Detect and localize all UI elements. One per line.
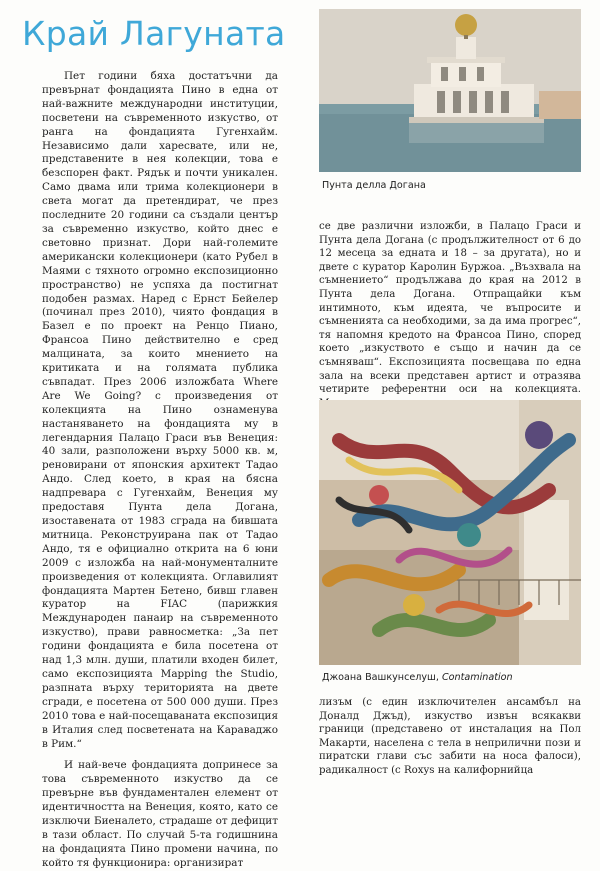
paragraph-2: И най-вече фондацията допринесе за това съвременното изкуство да се превърне във фундаментален елемент от идентичността на Венеция, която, като се изключи Биеналето, страдаше от дефицит в тази област. По случай 5-та годишнина на фондацията Пино промени начина, по който тя функционира: организират <box>42 759 278 869</box>
right-column-bottom <box>319 696 581 778</box>
left-column <box>42 70 278 871</box>
article-title: Край Лагуната <box>22 14 286 53</box>
paragraph-4: лизъм (с един изключителен ансамбъл на Доналд Джъд), изкуство извън всякакви граници (представено от инсталация на Пол Макарти, населена с тела в неприлични пози и пиратски глави със забити на носа фалоси), радикалност (с Roxys на калифорнийца <box>319 697 581 776</box>
photo-contamination <box>319 400 581 665</box>
paragraph-3: се две различни изложби, в Палацо Граси и Пунта дела Догана (с продължителност от 6 до 12 месеца за едната и 18 – за другата), но и двете с куратор Каролин Буржоа. „Възхвала на съмнението“ продължава до края на 2012 в Пунта дела Догана. Отпращайки към интимното, към идеята, че въпросите и съмненията са необходими, за да има прогрес“, тя напомня кредото на Франсоа Пино, според което „изкуството е също и начин да се съмняваш“. Експозицията посвещава по една зала на всеки представен артист и отразява четирите референтни оси на колекцията. <box>319 221 581 396</box>
caption-author: Джоана Вашкунселуш, <box>322 672 442 683</box>
installation-illustration <box>319 400 581 665</box>
paragraph-1: Пет години бяха достатъчни да превърнат фондацията Пино в една от най-важните международни институции, посветени на съвременното изкуство, от ранга на фондацията Гугенхайм. Независимо дали харесвате, или не, представените в нея колекции, това е безспорен факт. Рядък и почти уникален. Само двама или трима колекционери в света могат да претендират, че през последните 20 години са създали център за съвременно изкуство, който днес е световно признат. Дори най-големите американски колекционери (като Рубел в Маями с тяхното огромно експозиционно пространство) не успяха да постигнат подобен размах. Наред с Ернст Бейелер (починал през 2010), чиято фондация в Базел е по проект на Ренцо Пиано, Франсоа Пино действително е сред малцината, за които мнението на критиката и на голямата публика съвпадат. През 2006 изложбата Where Are We Going? с произведения от колекцията на Пино ознаменува настаняването на фондацията му в легендарния Палацо Граси във Венеция: 40 зали, разположени върху 5000 кв. м, реновирани от японския архитект Тадао Андо. След което, в края на бясна надпревара с Гугенхайм, Венеция му предоставя Пунта дела Догана, изоставената от 1983 сграда на бившата митница. Реконструирана пак от Тадао Андо, тя е официално открита на 6 юни 2009 с изложба на най-монументалните произведения от колекцията. Оглавилият фондацията Мартен Бетено, бивш главен куратор на FIAC (парижкия Международен панаир на съвременното изкуство), прави равносметка: „За пет години фондацията е била посетена от над 1,3 млн. души, платили входен билет, само експозицията Mapping the Studio, разпната върху територията на двете сгради, е посетена от 500 000 души. През 2010 това е най-посещаваната експозиция в Италия след посветената на Караваджо в Рим.“ <box>42 70 278 750</box>
photo-caption-top: Пунта делла Догана <box>322 180 426 191</box>
right-column-top <box>319 220 581 410</box>
photo-punta-della-dogana <box>319 9 581 172</box>
caption-work-title: Contamination <box>441 672 513 683</box>
photo-caption-bottom <box>322 672 513 683</box>
building-illustration <box>319 9 581 172</box>
